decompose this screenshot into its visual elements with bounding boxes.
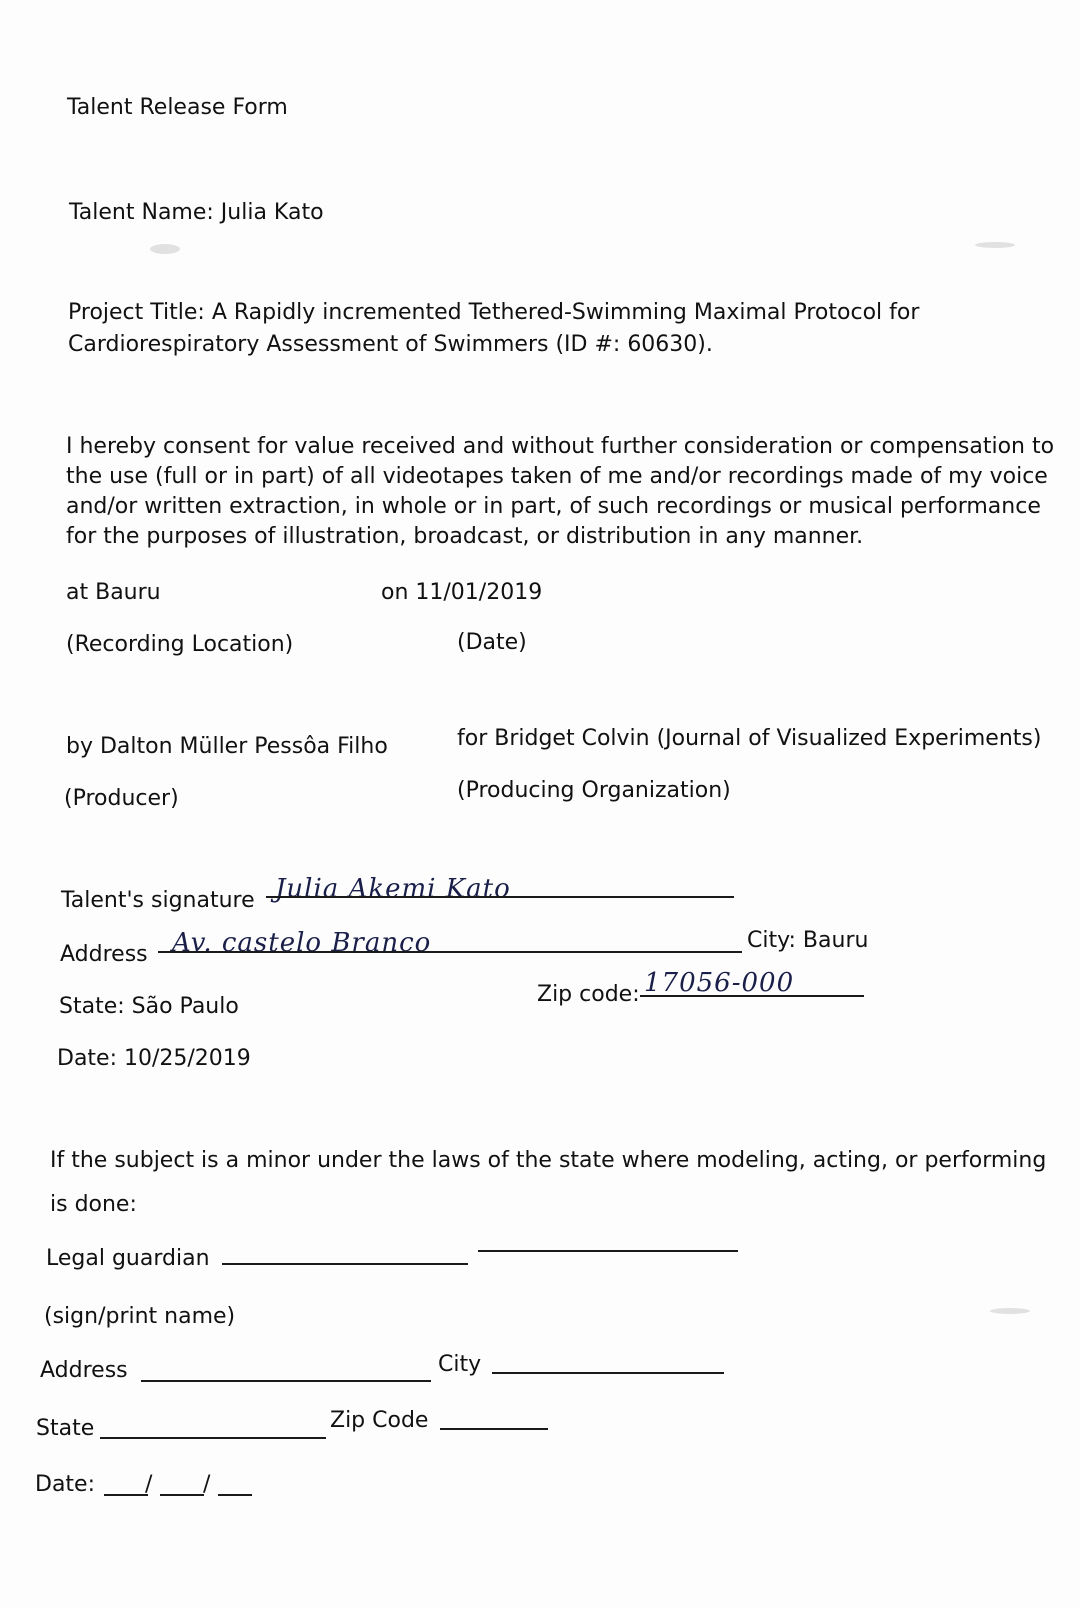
consent-line: and/or written extraction, in whole or in part, of such recordings or musical performance: [66, 494, 1041, 519]
minor-city-label: City: [438, 1352, 482, 1377]
project-title-line: Cardiorespiratory Assessment of Swimmers (ID #: 60630).: [68, 332, 713, 357]
legal-guardian-label: Legal guardian: [46, 1246, 210, 1271]
talent-name: Talent Name: Julia Kato: [69, 200, 324, 225]
recording-location: at Bauru: [66, 580, 161, 605]
talent-address-label: Address: [60, 942, 148, 967]
minor-date-year-line: [218, 1494, 252, 1496]
minor-state-line: [100, 1437, 326, 1439]
minor-intro-line: If the subject is a minor under the laws of the state where modeling, acting, or performing: [50, 1148, 1047, 1173]
address-line: [158, 951, 742, 953]
date-separator: /: [145, 1472, 153, 1497]
talent-zip-label: Zip code:: [537, 982, 640, 1007]
talent-zip-value: 17056-000: [644, 968, 795, 998]
guardian-print-line: [478, 1250, 738, 1252]
recording-date-caption: (Date): [457, 630, 527, 655]
consent-line: I hereby consent for value received and without further consideration or compensation to: [66, 434, 1055, 459]
talent-signature-value: Julia Akemi Kato: [275, 874, 511, 904]
talent-state: State: São Paulo: [59, 994, 239, 1019]
talent-signature-label: Talent's signature: [61, 888, 255, 913]
organization-caption: (Producing Organization): [457, 778, 731, 803]
guardian-sign-line: [222, 1263, 468, 1265]
scan-smudge: [975, 242, 1015, 248]
producer-caption: (Producer): [64, 786, 179, 811]
consent-line: the use (full or in part) of all videotapes taken of me and/or recordings made of my voice: [66, 464, 1048, 489]
talent-city: City: Bauru: [747, 928, 869, 953]
date-separator: /: [203, 1472, 211, 1497]
zip-line: [640, 995, 864, 997]
minor-address-line: [141, 1380, 431, 1382]
minor-zip-line: [440, 1428, 548, 1430]
minor-date-month-line: [104, 1494, 148, 1496]
signature-line: [266, 896, 734, 898]
minor-intro-line: is done:: [50, 1192, 137, 1217]
talent-address-value: Av. castelo Branco: [172, 928, 432, 958]
producer-name: by Dalton Müller Pessôa Filho: [66, 734, 388, 759]
consent-line: for the purposes of illustration, broadcast, or distribution in any manner.: [66, 524, 864, 549]
recording-date: on 11/01/2019: [381, 580, 543, 605]
recording-location-caption: (Recording Location): [66, 632, 294, 657]
minor-state-label: State: [36, 1416, 95, 1441]
producing-organization: for Bridget Colvin (Journal of Visualized Experiments): [457, 726, 1042, 751]
minor-city-line: [492, 1372, 724, 1374]
project-title-line: Project Title: A Rapidly incremented Tethered-Swimming Maximal Protocol for: [68, 300, 920, 325]
talent-date: Date: 10/25/2019: [57, 1046, 251, 1071]
sign-print-caption: (sign/print name): [44, 1304, 236, 1329]
minor-date-day-line: [160, 1494, 204, 1496]
scan-smudge: [150, 244, 180, 254]
minor-address-label: Address: [40, 1358, 128, 1383]
scan-smudge: [990, 1308, 1030, 1314]
form-title: Talent Release Form: [67, 95, 288, 120]
minor-date-label: Date:: [35, 1472, 95, 1497]
minor-zip-label: Zip Code: [330, 1408, 429, 1433]
